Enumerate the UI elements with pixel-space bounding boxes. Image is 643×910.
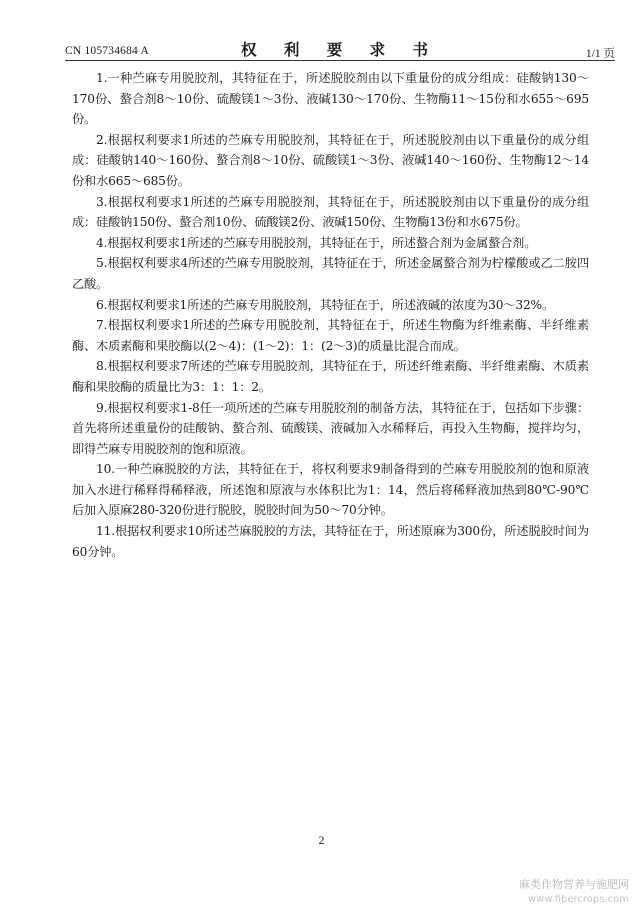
page-number: 2 [318,833,325,847]
header-rule [65,60,615,61]
claim-7: 7.根据权利要求1所述的苎麻专用脱胶剂，其特征在于，所述生物酶为纤维素酶、半纤维素酶、木质素酶和果胶酶以(2～4)：(1～2)：1：(2～3)的质量比混合而成。 [72,318,589,353]
document-header [65,38,615,60]
claim-4: 4.根据权利要求1所述的苎麻专用脱胶剂，其特征在于，所述螯合剂为金属螯合剂。 [96,235,537,250]
claim-8: 8.根据权利要求7所述的苎麻专用脱胶剂，其特征在于，所述纤维素酶、半纤维素酶、木质素酶和果胶酶的质量比为3：1：1：2。 [72,359,589,394]
page-count: 1/1 页 [585,48,615,60]
claims-body [72,68,589,562]
watermark-site-name: 麻类作物营养与施肥网 [519,878,629,891]
document-title: 权 利 要 求 书 [240,40,440,59]
claim-11: 11.根据权利要求10所述苎麻脱胶的方法，其特征在于，所述原麻为300份，所述脱胶时间为60分钟。 [72,524,589,559]
publication-number: CN 105734684 A [65,45,149,57]
watermark-url: www.fibercrops.com [527,894,629,905]
watermark [519,877,629,907]
claim-2: 2.根据权利要求1所述的苎麻专用脱胶剂，其特征在于，所述脱胶剂由以下重量份的成分组成：硅酸钠140～160份、螯合剂8～10份、硫酸镁1～3份、液碱140～160份、生物酶12～14份和水665～685份。 [72,132,589,188]
claim-5: 5.根据权利要求4所述的苎麻专用脱胶剂，其特征在于，所述金属螯合剂为柠檬酸或乙二胺四乙酸。 [72,256,589,291]
claim-1: 1.一种苎麻专用脱胶剂，其特征在于，所述脱胶剂由以下重量份的成分组成：硅酸钠130～170份、螯合剂8～10份、硫酸镁1～3份、液碱130～170份、生物酶11～15份和水655～695份。 [72,71,589,127]
claim-9: 9.根据权利要求1-8任一项所述的苎麻专用脱胶剂的制备方法，其特征在于，包括如下步骤：首先将所述重量份的硅酸钠、螯合剂、硫酸镁、液碱加入水稀释后，再投入生物酶，搅拌均匀，即得苎麻专用脱胶剂的饱和原液。 [72,400,589,456]
claim-10: 10.一种苎麻脱胶的方法，其特征在于，将权利要求9制备得到的苎麻专用脱胶剂的饱和原液加入水进行稀释得稀释液，所述饱和原液与水体积比为1：14，然后将稀释液加热到80℃-90℃后加入原麻280-320份进行脱胶，脱胶时间为50～70分钟。 [72,462,589,518]
claim-3: 3.根据权利要求1所述的苎麻专用脱胶剂，其特征在于，所述脱胶剂由以下重量份的成分组成：硅酸钠150份、螯合剂10份、硫酸镁2份、液碱150份、生物酶13份和水675份。 [72,194,589,230]
claim-6: 6.根据权利要求1所述的苎麻专用脱胶剂，其特征在于，所述液碱的浓度为30～32%。 [96,297,555,312]
